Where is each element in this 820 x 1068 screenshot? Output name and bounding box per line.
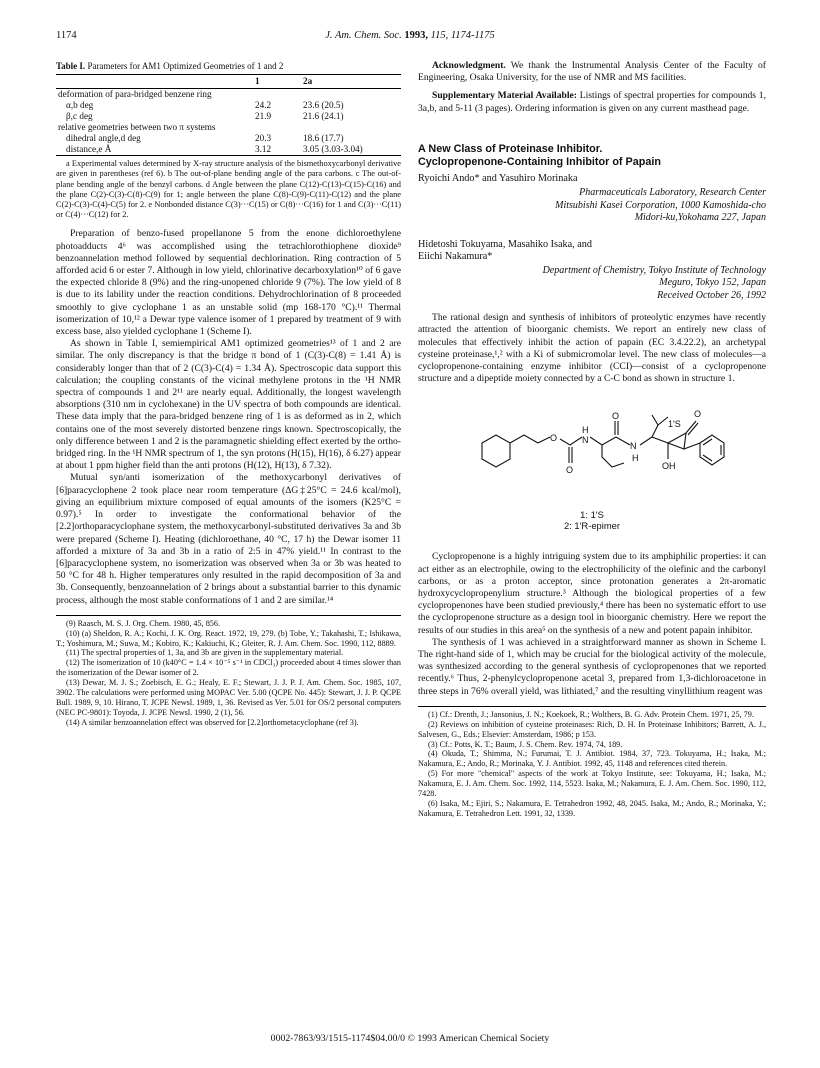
structure-atom-h-amide: H [582,425,589,436]
page-header [56,30,764,44]
reference-item: (2) Reviews on inhibition of cysteine proteinases: Rich, D. H. In Proteinase Inhibitors; Barrett, A. J., Salvesen, G., Eds.; Elsevier: Amsterdam, 1986; p 153. [418,719,766,739]
reference-item: (10) (a) Sheldon, R. A.; Kochi, J. K. Org. React. 1972, 19, 279. (b) Tobe, Y.; Takahashi, T.; Ishikawa, T.; Yoshimura, M.; Suwa, M.; Kobiro, K.; Kakiuchi, K.; Gleiter, R. J. Am. Chem. Soc. 1990, 112, 8889. [56,628,401,648]
reference-item: (9) Raasch, M. S. J. Org. Chem. 1980, 45, 856. [66,618,221,628]
reference-item: (5) For more "chemical" aspects of the work at Tokyo Institute, see: Tokuyama, H.; Isaka, M.; Nakamura, E. J. Am. Chem. Soc. 1992, 114, 5523. Isaka, M.; Nakamura, E. J. Am. Chem. Soc. 1990, 112, 7428. [418,769,766,799]
ester-chain [510,435,538,443]
references-right [418,706,766,819]
authors-group-2 [418,239,766,263]
body-paragraph: Cyclopropenone is a highly intriguing system due to its amphiphilic properties: it can act either as an electrophile, owing to the electrophilicity of the olefinic and the carbonyl carbons, or as a proton acceptor, since protonation generates a 2π-aromatic hydroxycyclopropenylium structure.³ Although the biological properties of a few cyclopropenones have been studied previously,⁴ there has been no systematic effort to use the cyclopropenone structure as a design tool in bioorganic chemistry. Here we report the results of our studies in this area⁵ on the synthesis of a new and potent papain inhibitor. [418,551,766,636]
table-header-row [56,75,401,89]
structure-atom-h-bottom: H [632,453,639,464]
row-value-1: 21.9 [255,111,272,122]
structure-caption-line: 2: 1'R-epimer [564,520,620,532]
amide-chain [590,437,616,445]
reference-item: (14) A similar benzoannelation effect was observed for [2.2]orthometacyclophane (ref 3). [66,717,359,727]
body-paragraph: Mutual syn/anti isomerization of the methoxycarbonyl derivatives of [6]paracyclophene 2 took place near room temperature (ΔG‡25°C = 24.6 kcal/mol), giving an equilibrium mixture composed of equal amounts of the isomers (K25°C = 0.97).⁵ In order to investigate the conformational behavior of the [2.2]orthoparacyclophane system, the methoxycarbonyl-substituted derivatives 3a and 3b were prepared (Scheme I). Heating (dichloroethane, 40 °C, 17 h) the Dewar isomer 11 afforded a mixture of 3a and 3b in a ratio of 2:5 in 47% yield.¹¹ In contrast to the [6]paracyclophene system, no isomerization was observed when 3a or 3b was heated to 50 °C for 48 h. Higher temperatures only resulted in the rapid decomposition of 3a and 3b. Consequently, benzoannelation of 2 brings about a substantial barrier to this dynamic process, although the most stable conformations of 1 and 2 are similar.¹⁴ [56,472,401,606]
reference-item: (6) Isaka, M.; Ejiri, S.; Nakamura, E. Tetrahedron 1992, 48, 2045. Isaka, M.; Ando, R.; Morinaka, Y.; Nakamura, E. Tetrahedron Lett. 1991, 32, 1339. [418,798,766,818]
reference-item: (3) Cf.: Potts, K. T.; Baum, J. S. Chem. Rev. 1974, 74, 189. [428,739,623,749]
chemical-structure [418,387,766,547]
leucyl-chain [640,415,658,445]
carbinol-bond [652,437,668,443]
affiliation-line: Meguro, Tokyo 152, Japan [659,277,766,289]
structure-stereo-label: 1'S [668,419,681,430]
row-label: distance,e Å [56,144,253,156]
right-column [418,60,766,819]
isobutyl-chain [602,445,624,467]
left-column [56,60,401,728]
row-value-2 [301,122,401,133]
received-date: Received October 26, 1992 [657,289,766,301]
reference-item: (4) Okuda, T.; Shimma, N.; Furumai, T. J. Antibiot. 1984, 37, 723. Tokuyama, H.; Isaka, M.; Nakamura, E.; Ando, R.; Morinaka, Y. J. Antibiot. 1992, 45, 1148 and references cited therein. [418,749,766,769]
body-paragraph: The synthesis of 1 was achieved in a straightforward manner as shown in Scheme I. The right-hand side of 1, which may be crucial for the biological activity of the molecule, was synthesized according to the general synthesis of cyclopropenones that we reported recently.⁶ Thus, 2-phenylcyclopropenone acetal 3, prepared from 1,3-dichloroacetone in three steps in 76% overall yield, was lithiated,⁷ and the resulting vinyllithium reagent was [418,636,766,697]
row-label: dihedral angle,d deg [66,133,141,144]
methyl-bond [658,417,668,425]
row-value-2: 18.6 (17.7) [303,133,344,144]
structure-atom-n-amide: N [630,441,637,452]
acknowledgment [418,60,766,84]
table-row [56,89,401,101]
affiliation-line: Midori-ku,Yokohama 227, Japan [634,212,766,224]
cyclopropenone-ring [668,433,686,449]
article-title [418,143,766,169]
affiliation-2 [418,265,766,290]
structure-atom-ester-o: O [550,433,558,444]
affiliation-line: Mitsubishi Kasei Corporation, 1000 Kamoshida-cho [555,199,766,211]
journal-year: 1993, [404,30,428,41]
table-header-col2: 2a [301,75,401,89]
cyclohexyl-ring [482,435,510,467]
ester-oxygen-bond [538,437,550,443]
table-caption [56,60,401,72]
row-value-1 [253,122,301,133]
structure-atom-o-mid: O [612,411,620,422]
table-label: Table I. [56,61,86,71]
structure-atom-n-carbamate: N [582,435,589,446]
page-footer: 0002-7863/93/1515-1174$04.00/0 © 1993 American Chemical Society [270,1033,550,1044]
article-title-line2: Cyclopropenone-Containing Inhibitor of Papain [418,155,661,168]
row-value-1: 20.3 [255,133,272,144]
table-row [56,122,401,133]
body-paragraph: As shown in Table I, semiempirical AM1 optimized geometries¹³ of 1 and 2 are similar. The only discrepancy is that the bridge π bond of 1 (C(3)-C(8) = 1.41 Å) is considerably longer than that of 2 (C(3)-C(4) = 1.34 Å). Spectroscopic data support this calculation; the coupling constants of the vicinal methylene protons in the ¹H NMR spectra of compounds 1 and 2¹¹ are nearly equal. Additionally, the longest wavelength absorptions (310 nm in cyclohexane) in the UV spectra of both compounds are identical. These data imply that the para-bridged benzene ring of 1 is as deformed as in 2, which contains one of the most severely distorted benzene rings known. Spectroscopically, the only difference between 1 and 2 is the paramagnetic shielding effect exerted by the ortho-bridged ring. In the ¹H NMR spectrum of 1, the syn protons (H(15), H(16), δ 6.27) appear at about 1 ppm higher field than the anti protons (H(12), H(13), δ 7.32). [56,338,401,472]
acknowledgment-label: Acknowledgment. [432,60,506,71]
table-row [56,111,401,122]
structure-caption-line: 1: 1'S [580,509,604,521]
journal-citation [56,30,764,41]
structure-drawing [418,387,766,509]
row-label: relative geometries between two π systems [58,122,216,133]
article-title-line1: A New Class of Proteinase Inhibitor. [418,142,603,155]
authors-group-1: Ryoichi Ando* and Yasuhiro Morinaka [418,172,578,184]
table-row [56,100,401,111]
supplementary-material [418,90,766,114]
structure-atom-oh: OH [662,461,676,472]
structure-caption [418,509,766,531]
structure-atom-o-top: O [694,409,702,420]
table-title: Parameters for AM1 Optimized Geometries of 1 and 2 [87,61,284,71]
row-label: β,c deg [66,111,93,122]
row-value-2 [301,89,401,101]
journal-volume-pages: 115, 1174-1175 [430,30,495,41]
body-paragraph: Preparation of benzo-fused propellanone 5 from the enone dichloroethylene photoadducts 4⁶ was accomplished using the tetrachlorothiophene dioxide⁹ benzoannelation method followed by sequential dechlorination. Ring contraction of 5 afforded acid 6 or ester 7. Although in low yield, chlorinative decarboxylation¹⁰ of 6 gave the expected chloride 8 (9%) and the ring-unopened chloride 9 (7%). The low yield of 8 is due to its lability under the reaction conditions. Dehydrochlorination of 8 proceeded smoothly to give cyclophane 1 as an unstable solid (mp 168-170 °C).¹¹ Thermal isomerization of 10,¹² a Dewar type valence isomer of 1 prepared by treatment of 9 with excess base, also yielded cyclophane 1 (Scheme I). [56,228,401,338]
row-value-1 [253,89,301,101]
affiliation-line: Pharmaceuticals Laboratory, Research Center [579,187,766,199]
journal-name: J. Am. Chem. Soc. [325,30,402,41]
authors-line: Eiichi Nakamura* [418,250,493,262]
parameters-table [56,74,401,156]
table-header-blank [56,75,253,89]
supplementary-label: Supplementary Material Available: [432,90,577,102]
row-value-1: 3.12 [253,144,301,156]
reference-item: (13) Dewar, M. J. S.; Zoebisch, E. G.; Healy, E. F.; Stewart, J. J. P. J. Am. Chem. Soc. 1985, 107, 3902. The calculations were performed using MOPAC Ver. 5.00 (QCPE No. 445): Stewart, J. J. P. QCPE Bull. 1989, 9, 10. Hirano, T. JCPE Newsl. 1989, 1, 36. Revised as Ver. 5.01 for OS/2 personal computers (NEC PC-9801): Toyoda, J. JCPE Newsl. 1990, 2 (1), 56. [56,678,401,717]
row-value-1: 24.2 [255,100,272,111]
row-value-2: 23.6 (20.5) [303,100,344,111]
authors-line: Hidetoshi Tokuyama, Masahiko Isaka, and [418,238,592,250]
page-number: 1174 [56,30,77,41]
row-label: deformation of para-bridged benzene ring [58,89,212,100]
reference-item: (1) Cf.: Drenth, J.; Jansonius, J. N.; Koekoek, R.; Wolthers, B. G. Adv. Protein Chem. 1971, 25, 79. [428,709,754,719]
affiliation-1 [418,187,766,225]
references-left [56,615,401,728]
row-label: α,b deg [66,100,94,111]
table-row [56,133,401,144]
row-value-2: 21.6 (24.1) [303,111,344,122]
affiliation-line: Department of Chemistry, Tokyo Institute of Technology [542,264,766,276]
structure-atom-o-carb: O [566,465,574,476]
body-paragraph: The rational design and synthesis of inhibitors of proteolytic enzymes have recently attracted the attention of bioorganic chemists. We report an entirely new class of molecules that effectively inhibit the action of papain (EC 3.4.22.2), an archetypal cysteine proteinase,¹,² with a Ki of submicromolar level. The new class of molecules—a cyclopropenone-containing enzyme inhibitor (CCI)—consist of a cyclopropenone structure and a dipeptide moiety connected by a C-C bond as shown in structure 1. [418,312,766,385]
reference-item: (12) The isomerization of 10 (k40°C = 1.4 × 10⁻⁵ s⁻¹ in CDCl₃) proceeded about 4 times slower than the isomerization of the Dewar isomer of 2. [56,658,401,678]
table-header-col1: 1 [253,75,301,89]
table-row [56,144,401,156]
supplementary-text: Listings of spectral properties for compounds 1, 3a,b, and 5-11 (3 pages). Ordering information is given on any current masthead page. [418,90,766,114]
acknowledgment-text: We thank the Instrumental Analysis Center of the Faculty of Engineering, Osaka University, for the use of NMR and MS facilities. [418,60,766,84]
amide-n-bond [616,437,630,445]
table-footnote: a Experimental values determined by X-ray structure analysis of the bismethoxycarbonyl derivative are given in parentheses (ref 6). b The out-of-plane bending angle of the para carbons. c The out-of-plane bending angle of the benzyl carbons. d Angle between the plane C(12)-C(13)-C(15)-C(16) and the plane C(2)-C(3)-C(8)-C(9) for 1; angle between the plane C(8)-C(9)-C(11)-C(12) and the plane C(2)-C(3)-C(4)-C(5) for 2. e Nonbonded distance C(3)···C(15) or C(8)···C(16) for 1 and C(3)···C(11) or C(4)···C(12) for 2. [56,159,401,220]
phenyl-bond [684,443,700,449]
reference-item: (11) The spectral properties of 1, 3a, and 3b are given in the supplementary material. [66,648,344,658]
carbamate-bond [560,437,582,445]
row-value-2: 3.05 (3.03-3.04) [301,144,401,156]
